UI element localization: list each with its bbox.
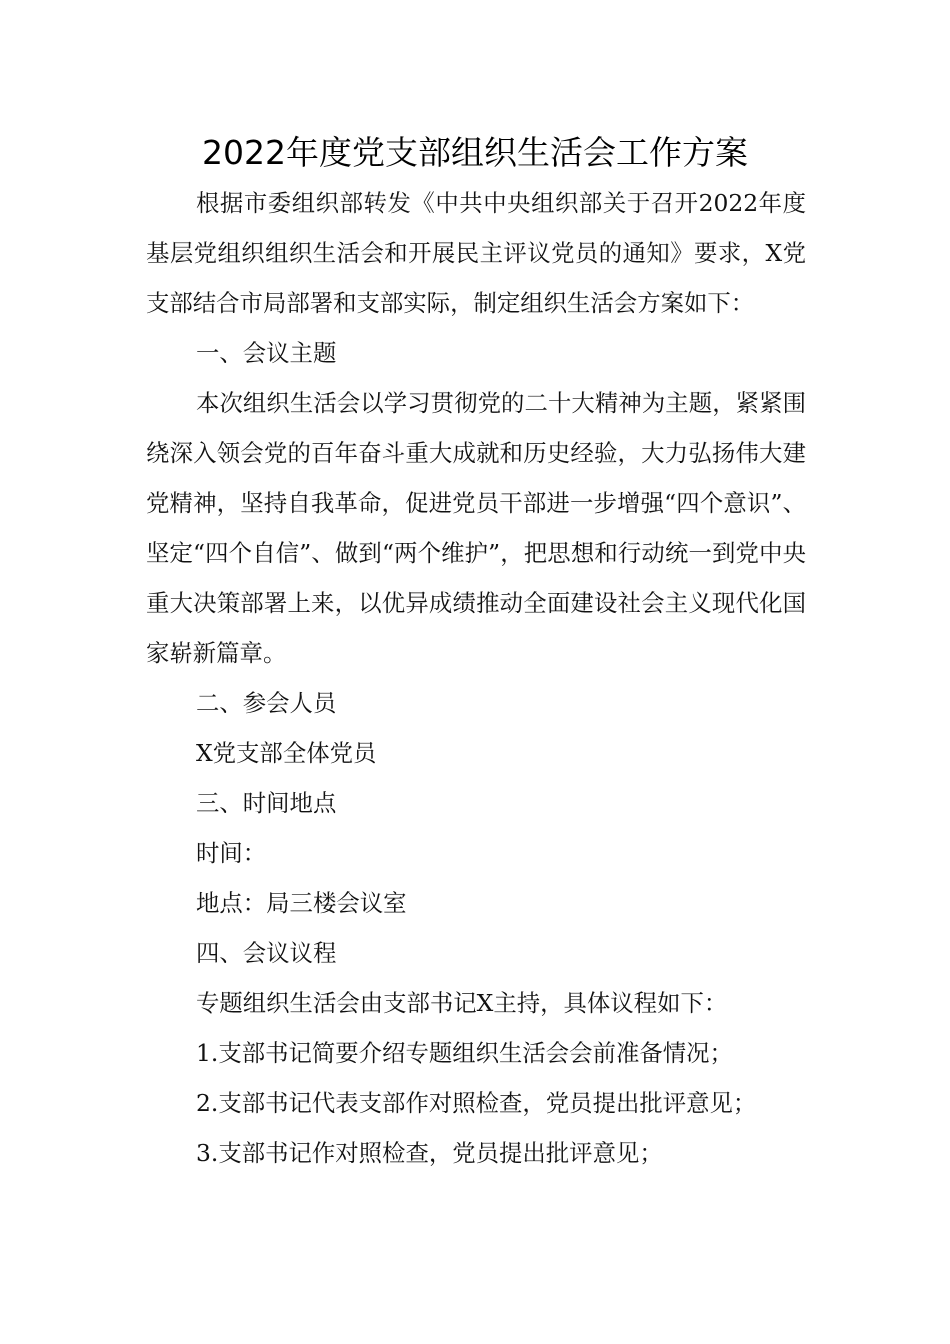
- agenda-item: 1.支部书记简要介绍专题组织生活会会前准备情况；: [196, 1039, 733, 1067]
- document-title: 2022年度党支部组织生活会工作方案: [202, 133, 748, 172]
- agenda-item: 3.支部书记作对照检查，党员提出批评意见；: [196, 1139, 663, 1167]
- agenda-item: 2.支部书记代表支部作对照检查，党员提出批评意见；: [196, 1089, 757, 1117]
- intro-paragraph: 根据市委组织部转发《中共中央组织部关于召开2022年度基层党组织组织生活会和开展民主评议党员的通知》要求，X党支部结合市局部署和支部实际，制定组织生活会方案如下：: [146, 189, 806, 317]
- place-line: 地点：局三楼会议室: [196, 889, 407, 917]
- time-line: 时间：: [196, 839, 267, 867]
- section-heading-agenda: 四、会议议程: [196, 939, 337, 967]
- section-heading-time-place: 三、时间地点: [196, 789, 337, 817]
- agenda-intro: 专题组织生活会由支部书记X主持，具体议程如下：: [196, 989, 728, 1017]
- attendees-paragraph: X党支部全体党员: [196, 739, 377, 767]
- section-heading-theme: 一、会议主题: [196, 339, 337, 367]
- document-body: [146, 178, 806, 1178]
- section-heading-attendees: 二、参会人员: [196, 689, 337, 717]
- theme-paragraph: 本次组织生活会以学习贯彻党的二十大精神为主题，紧紧围绕深入领会党的百年奋斗重大成就和历史经验，大力弘扬伟大建党精神，坚持自我革命，促进党员干部进一步增强“四个意识”、坚定“四个自信”、做到“两个维护”，把思想和行动统一到党中央重大决策部署上来，以优异成绩推动全面建设社会主义现代化国家崭新篇章。: [146, 389, 806, 667]
